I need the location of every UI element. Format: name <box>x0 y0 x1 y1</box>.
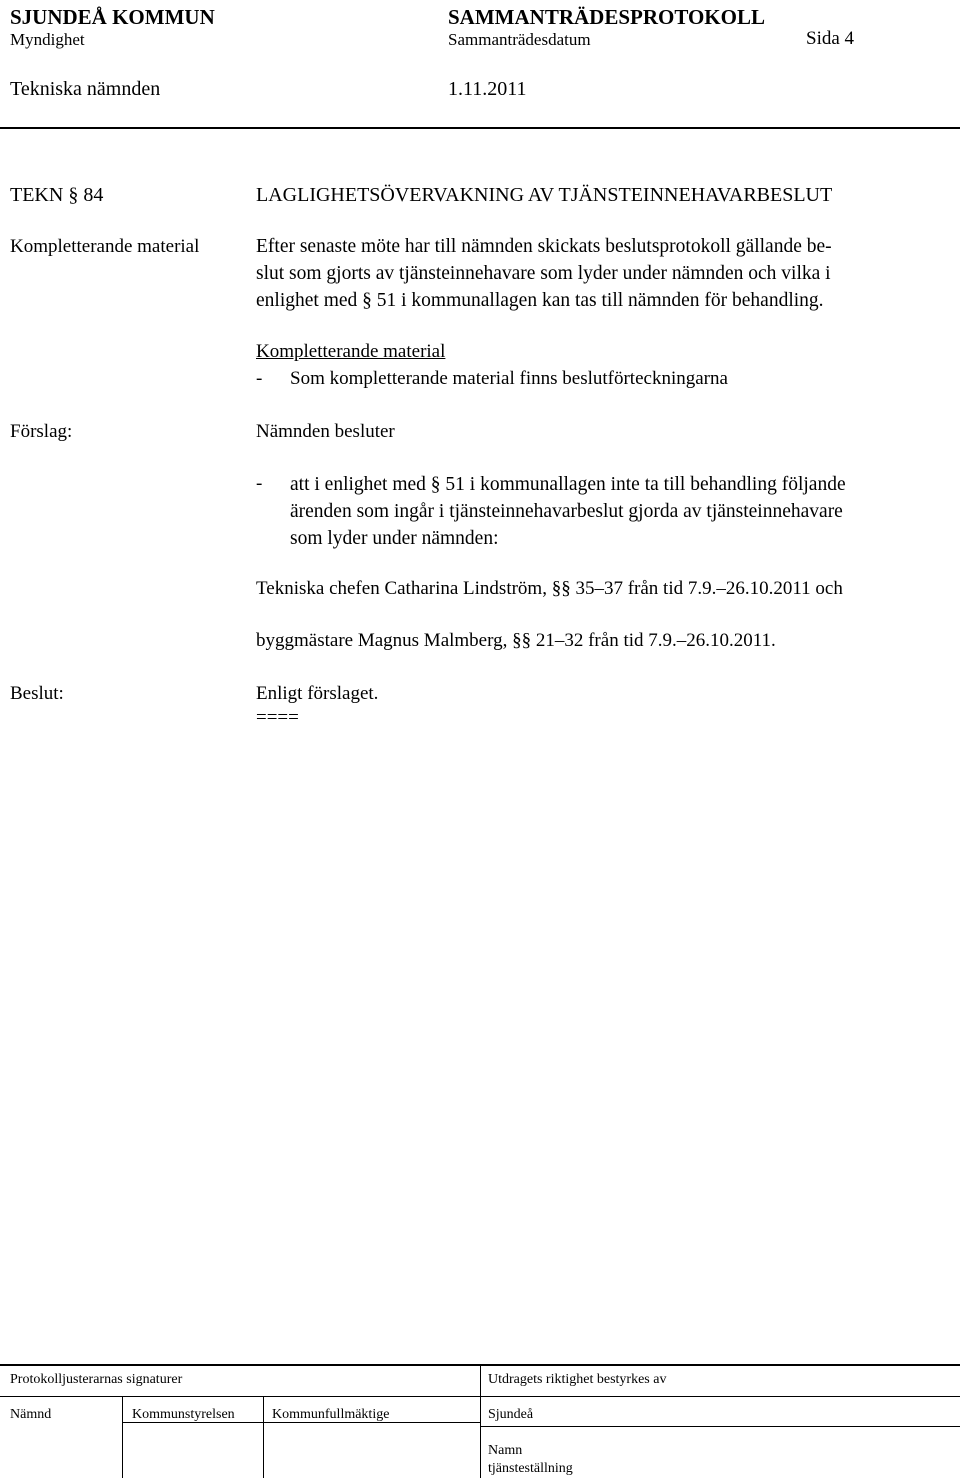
decision-text: Enligt förslaget. <box>256 683 379 704</box>
item-malmberg: byggmästare Magnus Malmberg, §§ 21–32 från tid 7.9.–26.10.2011. <box>256 630 776 651</box>
position-label: tjänsteställning <box>488 1461 573 1476</box>
section-title: LAGLIGHETSÖVERVAKNING AV TJÄNSTEINNEHAVARBESLUT <box>256 184 833 206</box>
date-label: Sammanträdesdatum <box>448 30 591 49</box>
item-lindstrom: Tekniska chefen Catharina Lindström, §§ 35–37 från tid 7.9.–26.10.2011 och <box>256 578 843 599</box>
section-code: TEKN § 84 <box>10 184 104 206</box>
col-kommunfullmaktige: Kommunfullmäktige <box>272 1407 390 1422</box>
footer-col-divider <box>122 1396 123 1478</box>
col-namnd: Nämnd <box>10 1407 52 1422</box>
footer-mid-rule <box>0 1396 960 1397</box>
footer-divider <box>480 1364 481 1478</box>
municipality-name: SJUNDEÅ KOMMUN <box>10 5 215 29</box>
material-line: Som kompletterande material finns beslutförteckningarna <box>290 368 728 389</box>
intro-paragraph <box>256 233 832 314</box>
decision-paragraph <box>290 471 846 552</box>
page-number: Sida 4 <box>806 28 855 49</box>
subheading-kompletterande: Kompletterande material <box>256 341 446 362</box>
intro-line: enlighet med § 51 i kommunallagen kan tas till nämnden för behandling. <box>256 290 824 311</box>
footer-col-divider <box>263 1396 264 1478</box>
decision-line: att i enlighet med § 51 i kommunallagen inte ta till behandling följande <box>290 474 846 495</box>
intro-line: slut som gjorts av tjänsteinnehavare som lyder under nämnden och vilka i <box>256 263 831 284</box>
header-rule <box>0 127 960 129</box>
end-mark: ==== <box>256 707 299 728</box>
document-type: SAMMANTRÄDESPROTOKOLL <box>448 5 765 29</box>
decision-line: som lyder under nämnden: <box>290 528 499 549</box>
footer-sub-rule <box>480 1426 960 1427</box>
name-label: Namn <box>488 1443 523 1458</box>
authority-label: Myndighet <box>10 30 85 49</box>
authority-name: Tekniska nämnden <box>10 78 161 100</box>
col-kommunstyrelsen: Kommunstyrelsen <box>132 1407 235 1422</box>
signatures-label: Protokolljusterarnas signaturer <box>10 1372 183 1387</box>
certified-label: Utdragets riktighet bestyrkes av <box>488 1372 667 1387</box>
intro-line: Efter senaste möte har till nämnden skickats beslutsprotokoll gällande be- <box>256 236 832 257</box>
place: Sjundeå <box>488 1407 534 1422</box>
board-decides: Nämnden besluter <box>256 421 395 442</box>
decision-line: ärenden som ingår i tjänsteinnehavarbeslut gjorda av tjänsteinnehavare <box>290 501 843 522</box>
dash-bullet: - <box>256 473 263 494</box>
forslag-label: Förslag: <box>10 421 73 442</box>
dash-bullet: - <box>256 368 263 389</box>
beslut-label: Beslut: <box>10 683 64 704</box>
side-label-kompletterande: Kompletterande material <box>10 236 200 257</box>
meeting-date: 1.11.2011 <box>448 78 527 100</box>
